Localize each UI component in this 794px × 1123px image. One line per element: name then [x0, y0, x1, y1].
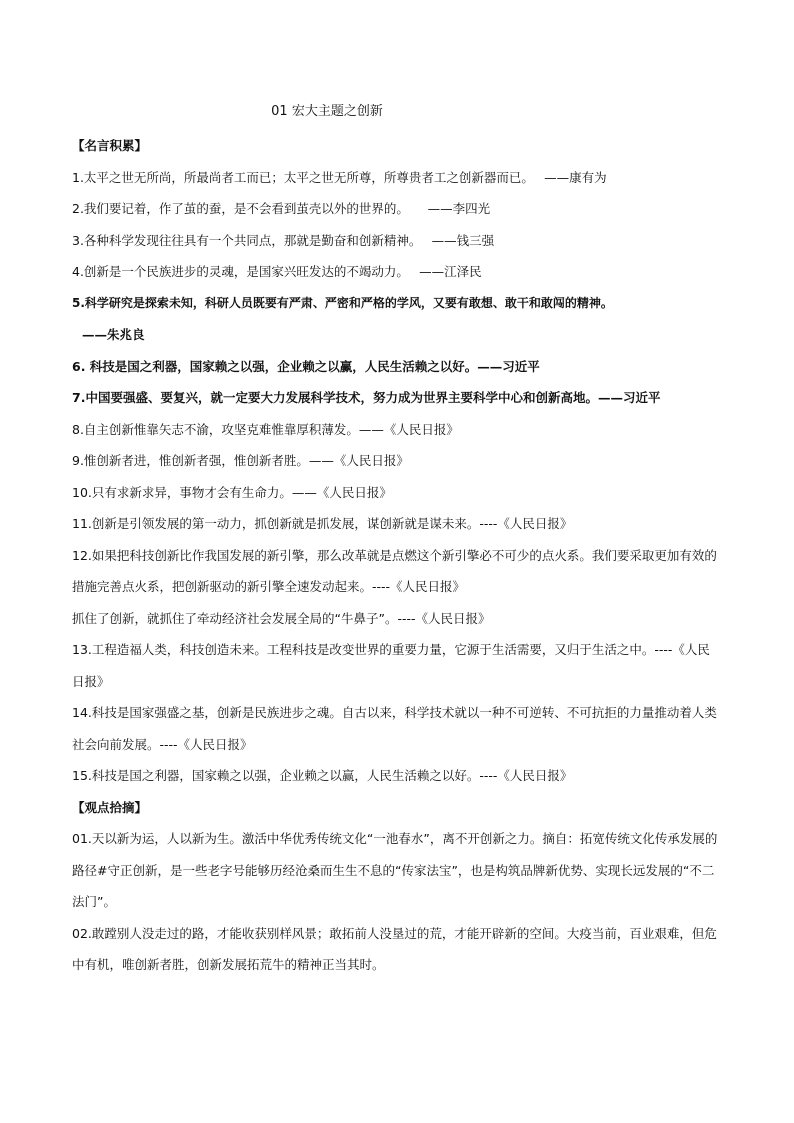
point-item: 01.天以新为运，人以新为生。激活中华优秀传统文化“一池春水”，离不开创新之力。摘自：拓宽传统文化传承发展的路径#守正创新，是一些老字号能够历经沧桑而生生不息的“传家法宝”，也是构筑品牌新优势、实现长远发展的“不二法门”。	[72, 831, 718, 909]
quote-item: 12.如果把科技创新比作我国发展的新引擎，那么改革就是点燃这个新引擎必不可少的点火系。我们要采取更加有效的措施完善点火系，把创新驱动的新引擎全速发动起来。----《人民日报》	[72, 547, 717, 594]
point-item: 02.敢蹚别人没走过的路，才能收获别样风景；敢拓前人没垦过的荒，才能开辟新的空间。大疫当前，百业艰难，但危中有机，唯创新者胜，创新发展拓荒牛的精神正当其时。	[72, 925, 717, 972]
quote-item: 14.科技是国家强盛之基，创新是民族进步之魂。自古以来，科学技术就以一种不可逆转、不可抗拒的力量推动着人类社会向前发展。----《人民日报》	[72, 705, 717, 752]
quote-item: 6. 科技是国之利器，国家赖之以强，企业赖之以赢，人民生活赖之以好。——习近平	[72, 358, 540, 374]
section-heading-quotes: 【名言积累】	[72, 138, 148, 153]
quote-item: 15.科技是国之利器，国家赖之以强，企业赖之以赢，人民生活赖之以好。----《人民日报》	[72, 768, 573, 783]
quote-item: 3.各种科学发现往往具有一个共同点，那就是勤奋和创新精神。 ——钱三强	[72, 232, 495, 248]
quote-item: 11.创新是引领发展的第一动力，抓创新就是抓发展，谋创新就是谋未来。----《人民日报》	[72, 516, 573, 531]
quote-item: 7.中国要强盛、要复兴，就一定要大力发展科学技术，努力成为世界主要科学中心和创新高地。——习近平	[72, 390, 661, 405]
quote-item: 抓住了创新，就抓住了牵动经济社会发展全局的“牛鼻子”。----《人民日报》	[72, 610, 491, 626]
quote-item: 8.自主创新惟靠矢志不渝，攻坚克难惟靠厚积薄发。——《人民日报》	[72, 421, 459, 437]
quote-item: 4.创新是一个民族进步的灵魂，是国家兴旺发达的不竭动力。 ——江泽民	[72, 264, 482, 279]
document-body	[72, 130, 722, 981]
quote-item: 2.我们要记着，作了茧的蚕，是不会看到茧壳以外的世界的。 ——李四光	[72, 201, 491, 216]
quote-item: 5.科学研究是探索未知，科研人员既要有严肃、严密和严格的学风，又要有敢想、敢干和敢闯的精神。	[72, 295, 613, 310]
quote-item: 10.只有求新求异，事物才会有生命力。——《人民日报》	[72, 484, 392, 500]
quote-item: 9.惟创新者进，惟创新者强，惟创新者胜。——《人民日报》	[72, 453, 409, 468]
quote-item: 1.太平之世无所尚，所最尚者工而已；太平之世无所尊，所尊贵者工之创新器而已。 ——康有为	[72, 169, 607, 185]
quote-attribution: ——朱兆良	[82, 327, 145, 342]
section-heading-points: 【观点拾摘】	[72, 799, 148, 815]
quote-item: 13.工程造福人类，科技创造未来。工程科技是改变世界的重要力量，它源于生活需要，又归于生活之中。----《人民日报》	[72, 642, 710, 689]
document-title: 01 宏大主题之创新	[271, 104, 383, 119]
